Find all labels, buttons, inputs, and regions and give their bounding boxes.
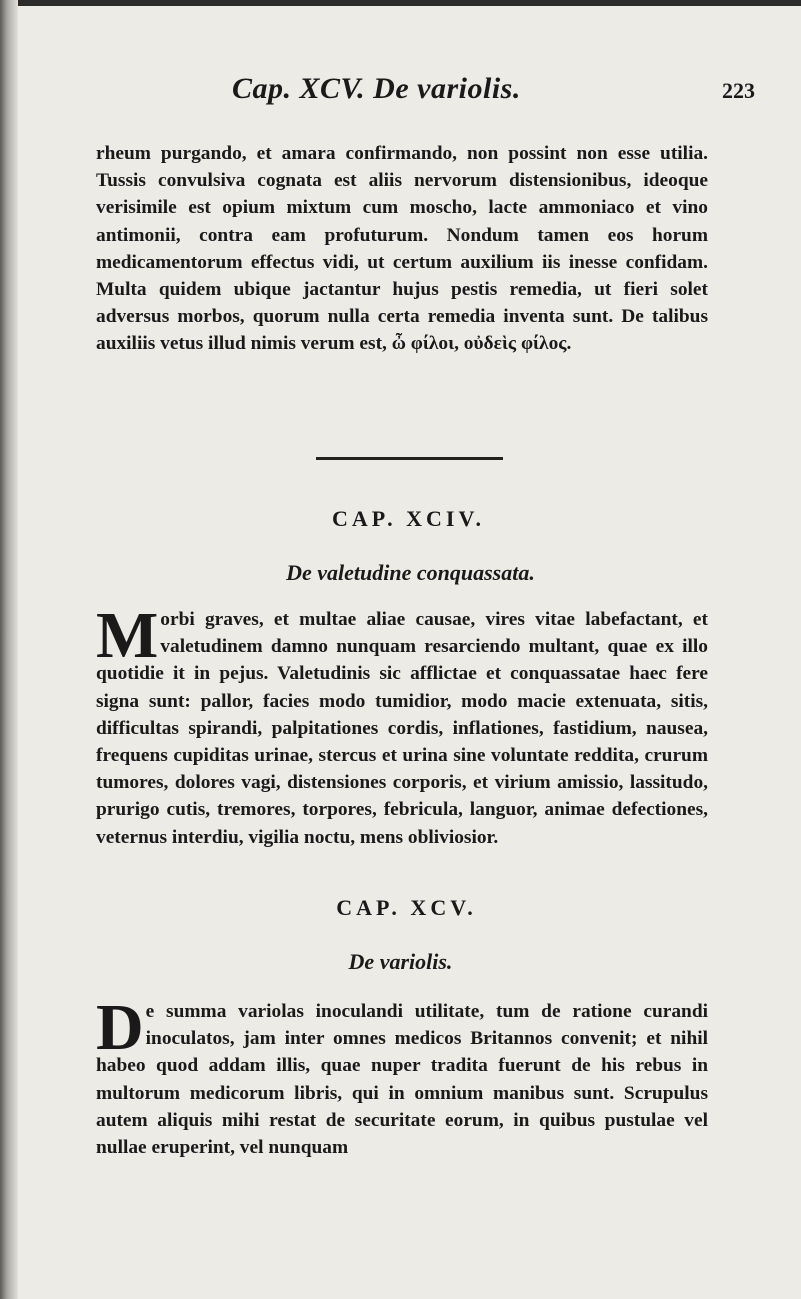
paragraph-3	[96, 991, 708, 1161]
drop-capital: M	[96, 599, 159, 672]
page-header	[0, 72, 801, 112]
page-number: 223	[722, 78, 755, 103]
chapter-95-title: CAP. XCV.	[336, 895, 477, 920]
page-edge-shadow	[0, 0, 18, 1299]
running-head: Cap. XCV. De variolis.	[232, 72, 521, 105]
chapter-94-title: CAP. XCIV.	[331, 506, 486, 531]
drop-capital: D	[96, 991, 144, 1064]
chapter-94-subtitle: De valetudine conquassata.	[286, 560, 535, 585]
chapter-95-subtitle: De variolis.	[348, 949, 453, 974]
paragraph-1: rheum purgando, et amara confirmando, non possint non esse utilia. Tussis convulsiva cognata est aliis nervorum distensionibus, ideoque verisimile est opium mixtum cum moscho, lacte ammoniaco et vino antimonii, contra eam profuturum. Nondum tamen eos horum medicamentorum effectus vidi, ut certum auxilium iis inesse confidam. Multa quidem ubique jactantur hujus pestis remedia, ut fieri solet adversus morbos, quorum nulla certa remedia inventa sunt. De talibus auxiliis vetus illud nimis verum est, ὦ φίλοι, οὐδεὶς φίλος.	[96, 143, 708, 355]
paragraph-2-body: orbi graves, et multae aliae causae, vires vitae labefactant, et valetudinem damno nunquam resarciendo multant, quae ex illo quotidie it in pejus. Valetudinis sic afflictae et conquassatae haec fere signa sunt: pallor, facies modo tumidior, modo macie extenuata, sitis, difficultas spirandi, palpitationes cordis, inflationes, fastidium, nausea, frequens cupiditas urinae, stercus et urina sine voluntate reddita, crurum tumores, dolores vagi, distensiones corporis, et virium amissio, lassitudo, prurigo cutis, tremores, torpores, febricula, languor, animae defectiones, veternus interdiu, vigilia noctu, mens obliviosior.	[96, 609, 708, 848]
section-divider	[316, 457, 503, 460]
paragraph-3-body: e summa variolas inoculandi utilitate, tum de ratione curandi inoculatos, jam inter omnes medicos Britannos convenit; et nihil habeo quod addam illis, quae nuper tradita fuerunt de his rebus in multorum medicorum libris, qui in omnium manibus sunt. Scrupulus autem aliquis mihi restat de securitate eorum, in quibus pustulae vel nullae eruperint, vel nunquam	[96, 1001, 708, 1159]
top-border	[18, 0, 801, 6]
paragraph-2	[96, 599, 708, 851]
